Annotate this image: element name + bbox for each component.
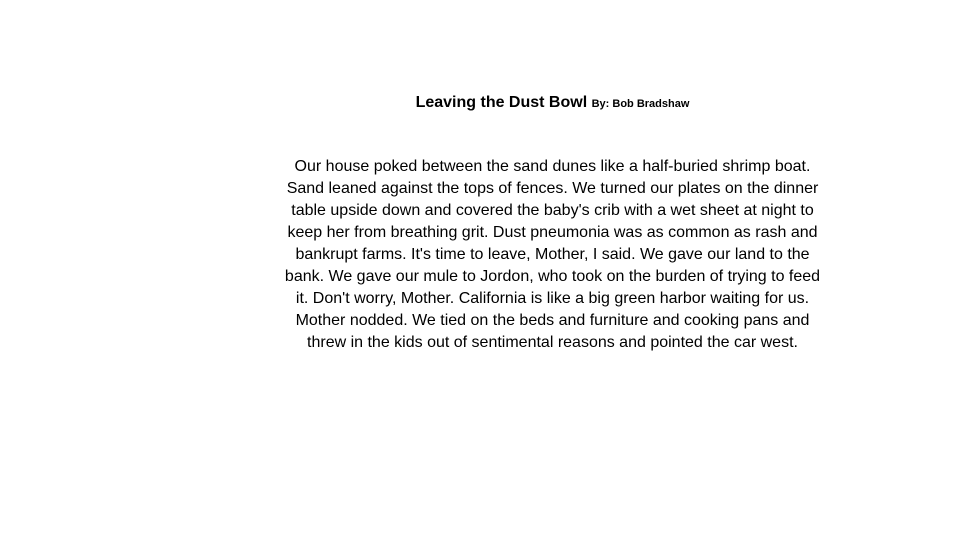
poem-body <box>280 156 825 354</box>
poem-line: table upside down and covered the baby's crib with a wet sheet at night to <box>291 202 814 219</box>
poem-title: Leaving the Dust Bowl <box>415 94 588 111</box>
poem-line: bank. We gave our mule to Jordon, who took on the burden of trying to feed <box>284 268 821 285</box>
title-line <box>280 94 825 112</box>
poem-line: Mother nodded. We tied on the beds and furniture and cooking pans and <box>295 312 810 329</box>
poem-line: Our house poked between the sand dunes like a half-buried shrimp boat. <box>294 158 811 175</box>
poem-line: keep her from breathing grit. Dust pneumonia was as common as rash and <box>287 224 818 241</box>
poem-byline: By: Bob Bradshaw <box>591 98 690 110</box>
poem-line: threw in the kids out of sentimental reasons and pointed the car west. <box>307 334 798 351</box>
poem-line: it. Don't worry, Mother. California is like a big green harbor waiting for us. <box>295 290 810 307</box>
poem-line: Sand leaned against the tops of fences. We turned our plates on the dinner <box>286 180 819 197</box>
poem-line: bankrupt farms. It's time to leave, Mother, I said. We gave our land to the <box>295 246 810 263</box>
